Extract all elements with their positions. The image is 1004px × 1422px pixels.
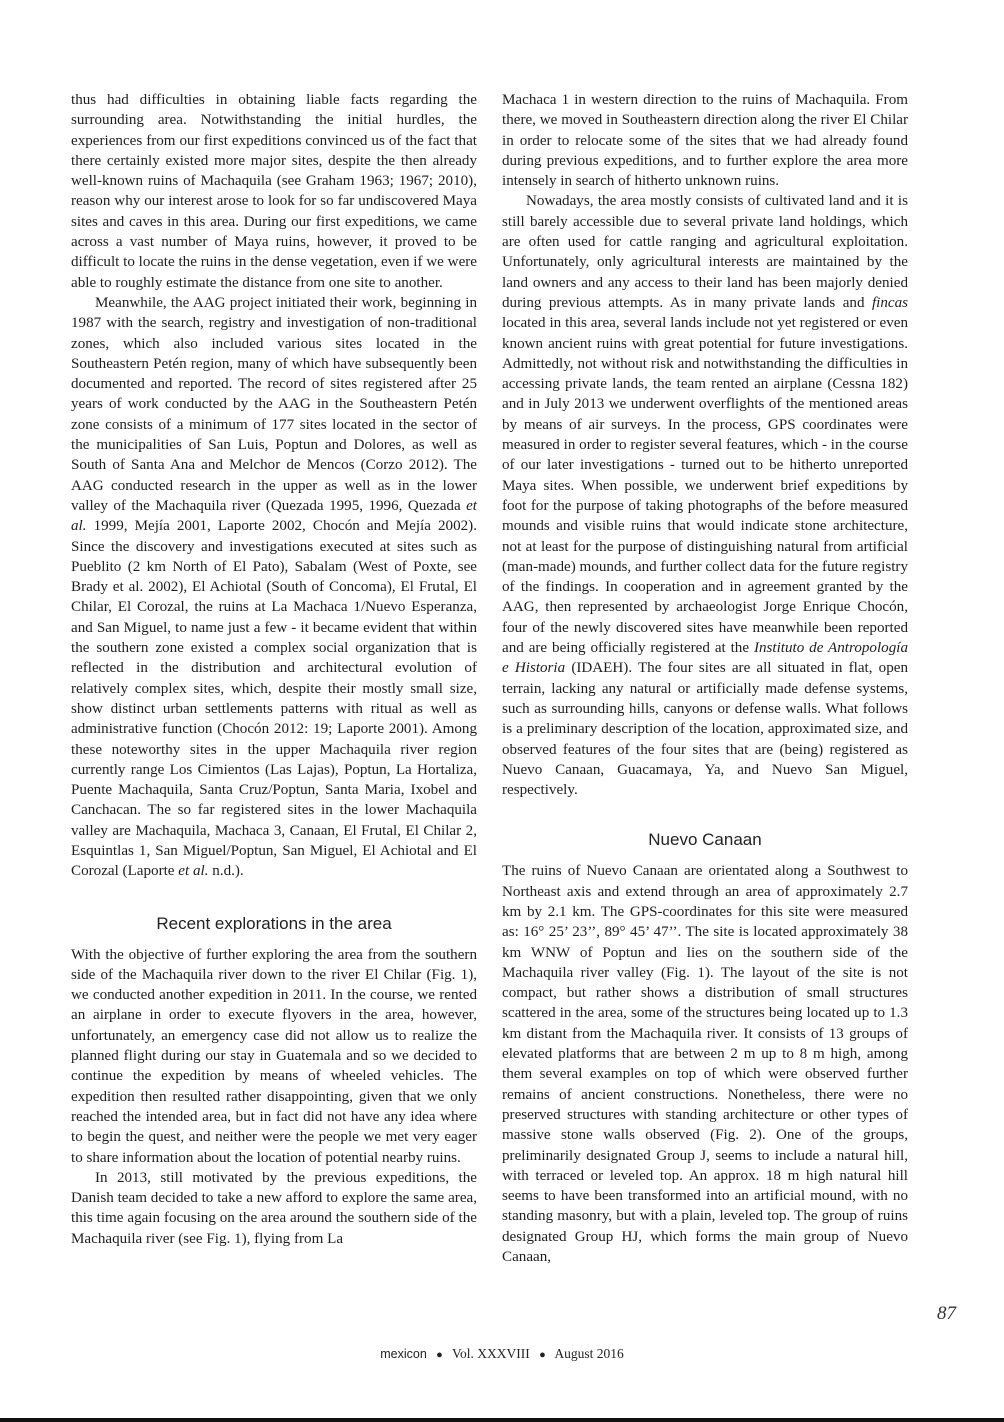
italic-text: fincas: [871, 294, 908, 311]
text-run: (IDAEH). The four sites are all situated in flat, open terrain, lacking any natural or artificially made defense systems, such as surrounding hills, canyons or defense walls. What follows is a preliminary description of the location, approximated size, and observed features of the four sites that are (being) registered as Nuevo Canaan, Guacamaya, Ya, and Nuevo San Miguel, respectively.: [502, 660, 908, 799]
text-run: Nowadays, the area mostly consists of cultivated land and it is still barely accessible due to several private land holdings, which are often used for cattle ranging and agricultural exploitation. Unfortunately, only agricultural interests are maintained by the land owners and any access to their land has been majorly denied during previous attempts. As in many private lands and: [502, 193, 908, 311]
italic-text: Instituto de Antropología e Historia: [502, 640, 908, 677]
bullet-separator: ●: [436, 1349, 443, 1361]
bottom-border: [0, 1418, 1004, 1422]
left-column: [71, 90, 477, 1249]
paragraph: In 2013, still motivated by the previous expeditions, the Danish team decided to take a new afford to explore the same area, this time again focusing on the area around the southern side of the Machaquila river (see Fig. 1), flying from La: [71, 1169, 477, 1247]
paragraph: With the objective of further exploring the area from the southern side of the Machaquila river down to the river El Chilar (Fig. 1), we conducted another expedition in 2011. In the course, we rented an airplane in order to execute flyovers in the area, however, unfortunately, an emergency case did not allow us to realize the planned flight during our stay in Guatemala and so we decided to continue the expedition by means of wheeled vehicles. The expedition then resulted rather disappointing, given that we only reached the intended area, but in fact did not have any idea where to begin the quest, and neither were the people we met very eager to share information about the location of potential nearby ruins.: [71, 946, 477, 1166]
italic-text: et al.: [178, 863, 209, 880]
paragraph: thus had difficulties in obtaining liable facts regarding the surrounding area. Notwithstanding the initial hurdles, the experiences from our first expeditions convinced us of the fact that there certainly existed more major sites, despite the then already well-known ruins of Machaquila (see Graham 1963; 1967; 2010), reason why our interest arose to look for so far undiscovered Maya sites and caves in this area. During our first expeditions, we came across a vast number of Maya ruins, however, it proved to be difficult to locate the ruins in the dense vegetation, even if we were able to roughly estimate the distance from one site to another.: [71, 92, 477, 291]
issue-date: August 2016: [554, 1346, 624, 1361]
paragraph: [502, 191, 908, 800]
text-run: located in this area, several lands include not yet registered or even known ancient ruins with great potential for future investigations. Admittedly, not without risk and notwithstanding the difficulties in accessing private lands, the team rented an airplane (Cessna 182) and in July 2013 we underwent overflights of the mentioned areas by means of air surveys. In the process, GPS coordinates were measured in order to register several features, which - in the course of our later investigations - turned out to be hitherto unreported Maya sites. When possible, we underwent brief expeditions by foot for the purpose of taking photographs of the before measured mounds and visible ruins that would indicate stone architecture, not at least for the purpose of distinguishing natural from artificial (man-made) mounds, and further collect data for the future registry of the findings. In cooperation and in agreement granted by the AAG, then represented by archaeologist Jorge Enrique Chocón, four of the newly discovered sites have meanwhile been reported and are being officially registered at the: [502, 315, 908, 657]
journal-name: mexicon: [380, 1347, 427, 1361]
right-column: [502, 90, 908, 1267]
text-run: Meanwhile, the AAG project initiated their work, beginning in 1987 with the search, registry and investigation of non-traditional zones, which also included various sites located in the Southeastern Petén region, many of which have subsequently been documented and reported. The record of sites registered after 25 years of work conducted by the AAG in the Southeastern Petén zone consists of a minimum of 177 sites located in the sector of the municipalities of San Luis, Poptun and Dolores, as well as South of Santa Ana and Melchor de Mencos (Corzo 2012). The AAG conducted research in the upper as well as in the lower valley of the Machaquila river (Quezada 1995, 1996, Quezada: [71, 294, 477, 514]
section-heading: Nuevo Canaan: [648, 830, 762, 850]
bullet-separator: ●: [539, 1349, 546, 1361]
paragraph: The ruins of Nuevo Canaan are orientated along a Southwest to Northeast axis and extend through an area of approximately 2.7 km by 2.1 km. The GPS-coordinates for this site were measured as: 16° 25’ 23’’, 89° 45’ 47’’. The site is located approximately 38 km WNW of Poptun and lies on the southern side of the Machaquila river valley (Fig. 1). The layout of the site is not compact, but rather shows a distribution of small structures scattered in the area, some of the structures being located up to 1.3 km distant from the Machaquila river. It consists of 13 groups of elevated platforms that are between 2 m up to 8 m high, among them several examples on top of which were observed further remains of ancient constructions. Nonetheless, there were no preserved structures with standing architecture or other types of massive stone walls observed (Fig. 2). One of the groups, preliminarily designated Group J, seems to include a natural hill, with terraced or leveled top. An approx. 18 m high natural hill seems to have been transformed into an artificial mound, with no standing masonry, but with a plain, leveled top. The group of ruins designated Group HJ, which forms the main group of Nuevo Canaan,: [502, 863, 908, 1266]
volume-label: Vol. XXXVIII: [451, 1346, 530, 1361]
text-run: 1999, Mejía 2001, Laporte 2002, Chocón and Mejía 2002). Since the discovery and investigations executed at sites such as Pueblito (2 km North of El Pato), Sabalam (West of Poxte, see Brady et al. 2002), El Achiotal (South of Concoma), El Frutal, El Chilar, El Corozal, the ruins at La Machaca 1/Nuevo Esperanza, and San Miguel, to name just a few - it became evident that within the southern zone existed a complex social organization that is reflected in the distribution and architectural evolution of relatively complex sites, which, despite their mostly small size, show distinct urban settlements patterns with ritual as well as administrative function (Chocón 2012: 19; Laporte 2001). Among these noteworthy sites in the upper Machaquila river region currently range Los Cimientos (Las Lajas), Poptun, La Hortaliza, Puente Machaquila, Santa Cruz/Poptun, Santa Maria, Ixobel and Canchacan. The so far registered sites in the lower Machaquila valley are Machaquila, Machaca 3, Canaan, El Frutal, El Chilar 2, Esquintlas 1, San Miguel/Poptun, San Miguel, El Achiotal and El Corozal (Laporte: [71, 518, 477, 880]
page-number: 87: [937, 1303, 956, 1324]
text-run: n.d.).: [208, 863, 244, 880]
section-heading: Recent explorations in the area: [156, 913, 392, 933]
italic-text: et al.: [71, 497, 477, 535]
paragraph: [71, 293, 477, 882]
paragraph: Machaca 1 in western direction to the ruins of Machaquila. From there, we moved in Southeastern direction along the river El Chilar in order to relocate some of the sites that we had already found during previous expeditions, and to further explore the area more intensely in search of hitherto unknown ruins.: [502, 92, 908, 190]
page-footer: [0, 1346, 1004, 1362]
